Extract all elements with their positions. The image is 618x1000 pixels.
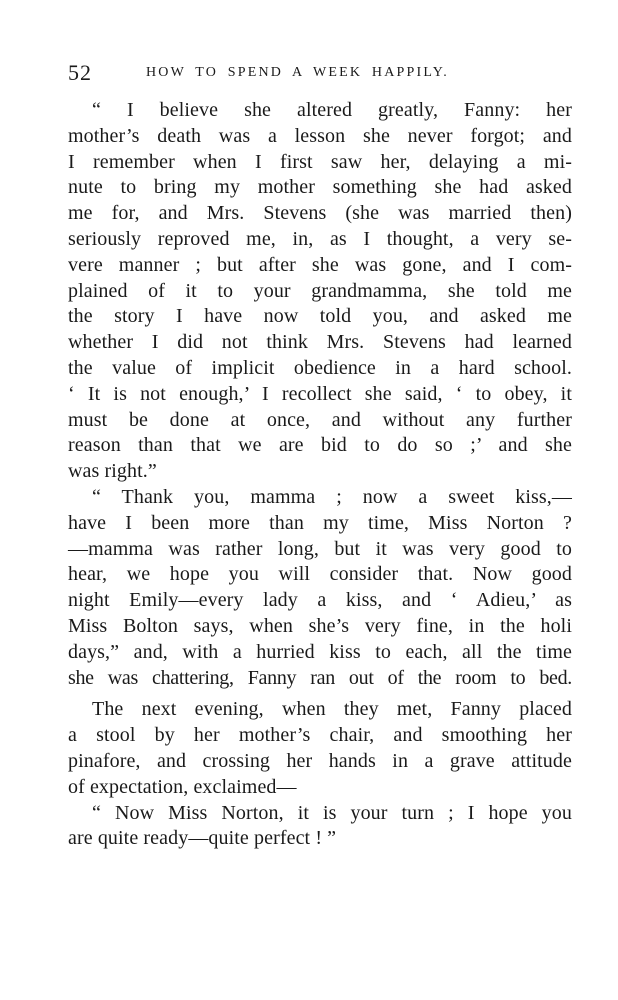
text-line: pinafore, and crossing her hands in a grave attitude: [68, 749, 572, 772]
text-line: “ I believe she altered greatly, Fanny: her: [92, 99, 572, 121]
text-line: mother’s death was a lesson she never forgot; and: [68, 124, 572, 147]
text-line: a stool by her mother’s chair, and smoothing her: [68, 724, 572, 747]
text-line: are quite ready—quite perfect ! ”: [68, 827, 337, 850]
text-line: nute to bring my mother something she had asked: [68, 176, 572, 199]
text-line: she was chattering, Fanny ran out of the room to bed.: [68, 666, 572, 689]
text-line: days,” and, with a hurried kiss to each, all the time: [68, 640, 572, 663]
text-line: was right.”: [68, 460, 157, 483]
text-line: Miss Bolton says, when she’s very fine, in the holi: [68, 614, 572, 637]
text-line: The next evening, when they met, Fanny placed: [92, 698, 572, 721]
running-head: HOW TO SPEND A WEEK HAPPILY.: [146, 65, 449, 80]
text-line: plained of it to your grandmamma, she told me: [68, 279, 572, 302]
text-line: me for, and Mrs. Stevens (she was married then): [68, 202, 572, 225]
page-header: [68, 60, 588, 86]
text-line: the story I have now told you, and asked me: [68, 305, 572, 328]
body-text: [68, 98, 572, 852]
text-line: whether I did not think Mrs. Stevens had learned: [68, 331, 572, 354]
text-line: night Emily—every lady a kiss, and ‘ Adieu,’ as: [68, 589, 572, 612]
text-line: “ Now Miss Norton, it is your turn ; I hope you: [92, 801, 572, 824]
text-line: I remember when I first saw her, delaying a mi-: [68, 150, 572, 173]
text-line: of expectation, exclaimed—: [68, 775, 297, 798]
text-line: must be done at once, and without any further: [68, 408, 572, 431]
text-line: —mamma was rather long, but it was very good to: [68, 537, 572, 560]
text-line: “ Thank you, mamma ; now a sweet kiss,—: [92, 485, 572, 508]
text-line: seriously reproved me, in, as I thought, a very se-: [68, 227, 572, 250]
text-line: hear, we hope you will consider that. Now good: [68, 563, 572, 586]
text-line: ‘ It is not enough,’ I recollect she said, ‘ to obey, it: [68, 382, 572, 405]
text-line: vere manner ; but after she was gone, and I com-: [68, 253, 572, 276]
text-line: the value of implicit obedience in a hard school.: [68, 356, 572, 379]
text-line: have I been more than my time, Miss Norton ?: [68, 511, 572, 534]
text-line: reason than that we are bid to do so ;’ and she: [68, 434, 572, 457]
page-number: 52: [68, 60, 92, 85]
